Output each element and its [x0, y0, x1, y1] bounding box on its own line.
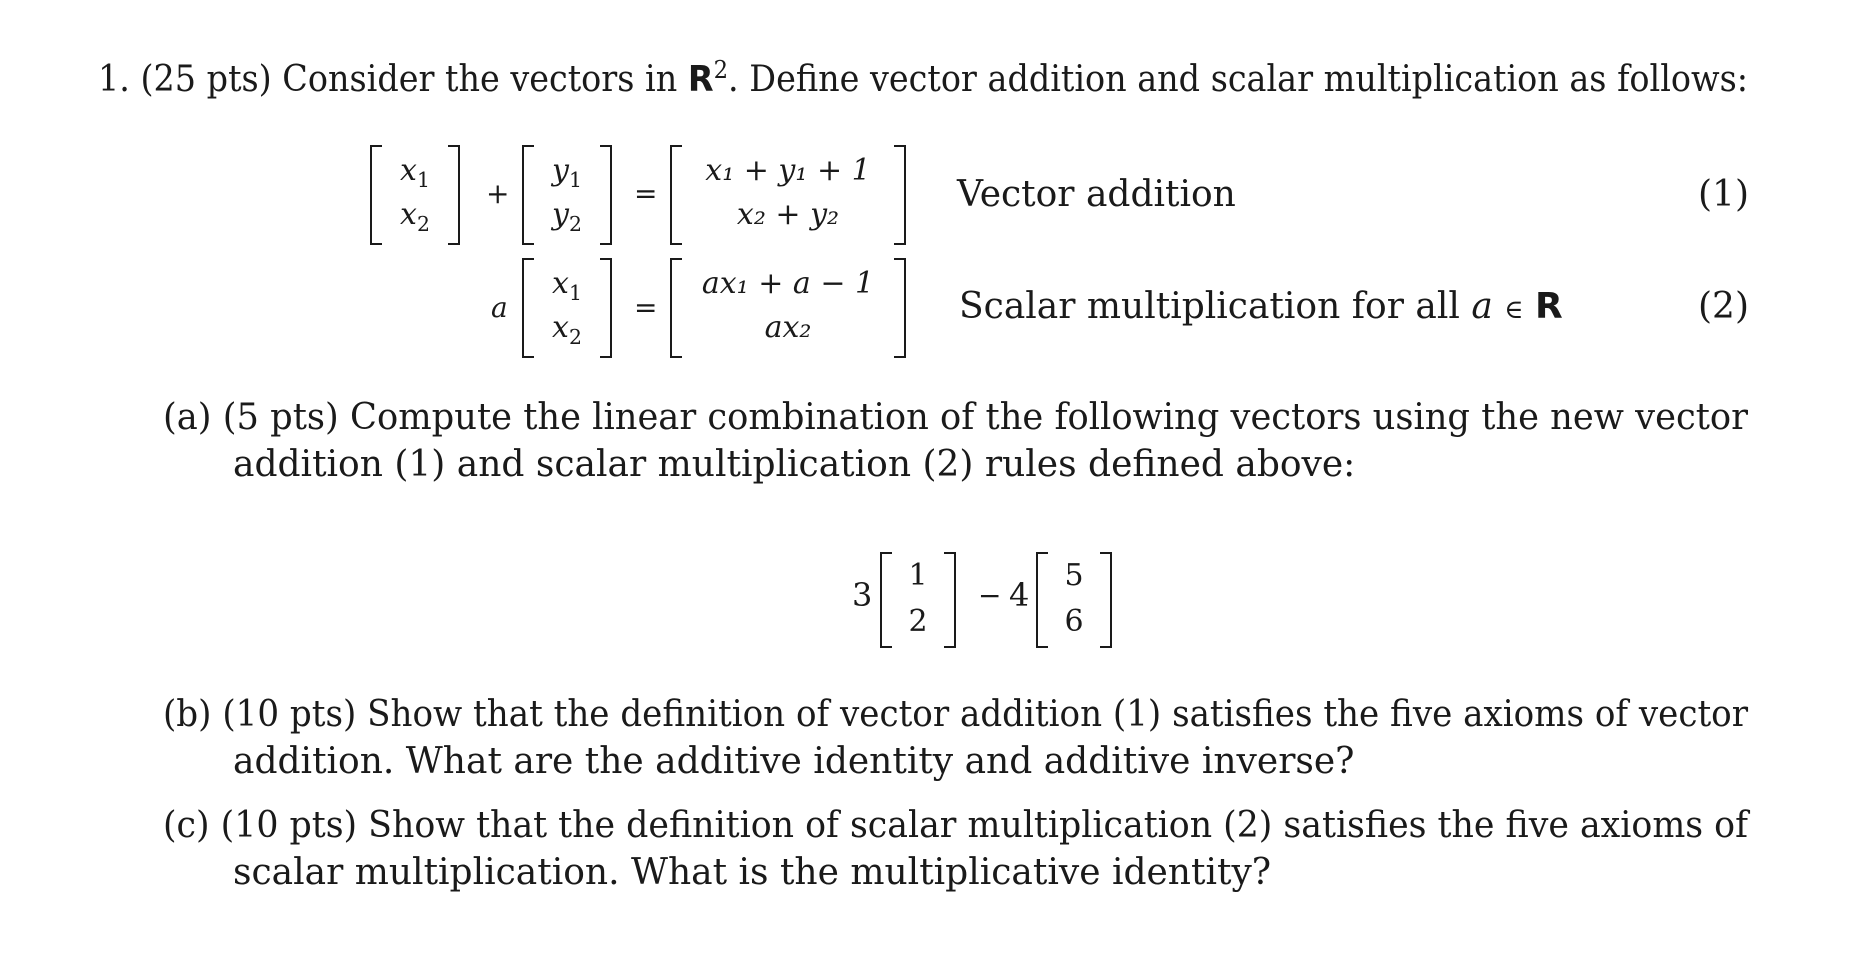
part-a-points: (5 pts) — [222, 397, 339, 438]
scaled-top: ax₁ + a − 1 — [701, 266, 875, 301]
sum-bottom: x₂ + y₂ — [736, 197, 840, 232]
part-b-line2: addition. What are the additive identity and additive inverse? — [233, 741, 1355, 782]
problem-intro: Consider the vectors in — [282, 59, 678, 100]
part-c-line1: (c) (10 pts) Show that the definition of scalar multiplication (2) satisfies the five axioms of — [163, 805, 1748, 846]
problem-header — [98, 54, 1749, 105]
part-b-line1: (b) (10 pts) Show that the definition of vector addition (1) satisfies the five axioms of vector — [163, 694, 1749, 735]
vector-5-6: 5 6 — [1036, 552, 1112, 648]
matrix-x: $x_1$ $x_2$ — [370, 145, 460, 245]
part-c-tag: (c) — [163, 805, 210, 846]
problem-intro-rest: . Define vector addition and scalar multiplication as follows: — [728, 59, 1749, 100]
part-b-tag: (b) — [163, 694, 212, 735]
matrix-scalar-result — [670, 258, 906, 358]
matrix-x-scaled: $x_1$ $x_2$ — [522, 258, 612, 358]
part-c-line2: scalar multiplication. What is the multiplicative identity? — [233, 852, 1272, 893]
scaled-bottom: ax₂ — [764, 310, 812, 345]
coefficient-4: 4 — [1009, 576, 1030, 614]
part-a-tag: (a) — [163, 397, 212, 438]
sum-top: x₁ + y₁ + 1 — [705, 153, 871, 188]
matrix-sum-result — [670, 145, 906, 245]
coefficient-3: 3 — [852, 576, 873, 614]
real-numbers-symbol: R — [687, 59, 714, 100]
dimension-exponent: 2 — [713, 54, 729, 84]
problem-number: 1. — [98, 59, 130, 100]
equation-number-1: (1) — [1698, 174, 1749, 215]
part-b-points: (10 pts) — [222, 694, 357, 735]
scalar-a: a — [491, 291, 508, 324]
equation-number-2: (2) — [1698, 286, 1749, 327]
equals-sign-2: = — [634, 291, 658, 324]
minus-operator: − — [978, 579, 1002, 612]
part-a-line1: (a) (5 pts) Compute the linear combination of the following vectors using the new vector — [163, 397, 1748, 438]
scalar-multiplication-label: Scalar multiplication for all a ∈ R — [959, 286, 1563, 327]
matrix-y: $y_1$ $y_2$ — [522, 145, 612, 245]
vector-1-2: 1 2 — [880, 552, 956, 648]
part-c-points: (10 pts) — [220, 805, 358, 846]
vector-addition-label: Vector addition — [957, 174, 1236, 215]
problem-points: (25 pts) — [140, 59, 272, 100]
part-a-line2: addition (1) and scalar multiplication (2) rules defined above: — [233, 444, 1356, 485]
plus-operator: + — [486, 177, 510, 210]
equals-sign: = — [634, 177, 658, 210]
